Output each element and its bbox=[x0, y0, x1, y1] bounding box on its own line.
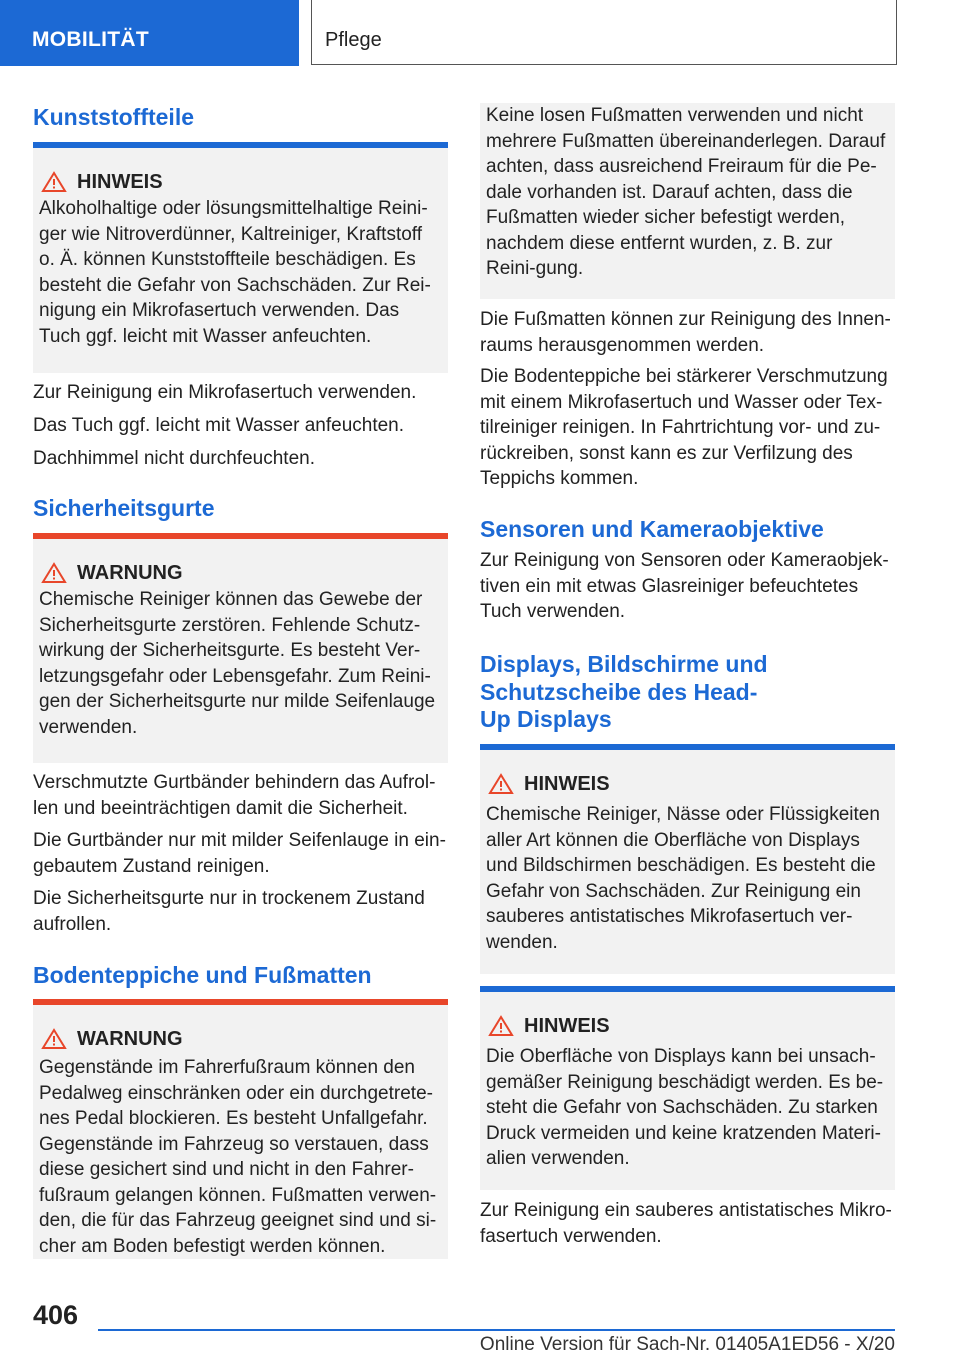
paragraph: Die Bodenteppiche bei stärkerer Verschmutzung mit einem Mikrofasertuch und Wasser oder Tex-tilreiniger reinigen. In Fahrtrichtung vor- und zu-rückreiben, sonst kann es zur Verfilzung des Teppichs kommen. bbox=[480, 366, 888, 489]
paragraph: Die Gurtbänder nur mit milder Seifenlauge in ein-gebautem Zustand reinigen. bbox=[33, 830, 446, 877]
chapter-title: Pflege bbox=[325, 29, 382, 51]
notice-text: Alkoholhaltige oder lösungsmittelhaltige Reini-ger wie Nitroverdünner, Kaltreiniger, Kraftstoff o. Ä. können Kunststoffteile beschädigen. Es besteht die Gefahr von Sachschäden. Zur Rei-nigung ein Mikrofasertuch verwenden. Das Tuch ggf. leicht mit Wasser anfeuchten. bbox=[39, 198, 431, 347]
warning-text: Gegenstände im Fahrerfußraum können den Pedalweg einschränken oder ein durchgetrete-nes Pedal blockieren. Es besteht Unfallgefahr. Gegenstände im Fahrzeug so verstauen, dass diese gesichert sind und nicht in den Fahrer-fußraum gelangen können. Fußmatten verwen-den, die für das Fahrzeug geeignet sind und si-cher am Boden befestigt werden können. bbox=[39, 1057, 437, 1257]
warning-label: WARNUNG bbox=[77, 562, 183, 584]
paragraph: Zur Reinigung ein sauberes antistatisches Mikro-fasertuch verwenden. bbox=[480, 1200, 892, 1247]
notice-title bbox=[41, 170, 163, 194]
footer-divider bbox=[98, 1329, 895, 1331]
notice-title bbox=[488, 772, 610, 796]
notice-box-kunststoff bbox=[33, 142, 448, 373]
warning-title bbox=[41, 1027, 183, 1051]
notice-label: HINWEIS bbox=[77, 171, 163, 193]
heading-bodenteppiche: Bodenteppiche und Fußmatten bbox=[33, 962, 372, 988]
heading-sensoren: Sensoren und Kameraobjektive bbox=[480, 516, 824, 542]
online-version-note: Online Version für Sach-Nr. 01405A1ED56 - X/20 bbox=[479, 1334, 895, 1355]
notice-bar bbox=[480, 744, 895, 750]
paragraph: Das Tuch ggf. leicht mit Wasser anfeuchten. bbox=[33, 415, 405, 436]
warning-triangle-icon bbox=[41, 562, 67, 584]
heading-displays-line: Displays, Bildschirme und bbox=[480, 651, 768, 677]
paragraph: Verschmutzte Gurtbänder behindern das Aufrol-len und beeinträchtigen damit die Sicherheit. bbox=[33, 772, 436, 819]
notice-bar bbox=[33, 142, 448, 148]
warning-text-continued: Keine losen Fußmatten verwenden und nicht mehrere Fußmatten übereinanderlegen. Darauf achten, dass ausreichend Freiraum für die Pe-dale vorhanden ist. Darauf achten, dass die Fußmatten wieder sicher befestigt werden, nachdem diese entfernt wurden, z. B. zur Reini-gung. bbox=[486, 105, 886, 279]
warning-triangle-icon bbox=[41, 171, 67, 193]
page-number: 406 bbox=[33, 1300, 79, 1330]
section-tab bbox=[0, 0, 299, 66]
warning-text: Chemische Reiniger können das Gewebe der Sicherheitsgurte zerstören. Fehlende Schutz-wirkung der Sicherheitsgurte. Es besteht Ver-letzungsgefahr oder Lebensgefahr. Zum Reini-gen der Sicherheitsgurte nur milde Seifenlauge verwenden. bbox=[39, 589, 436, 738]
notice-box-oberflaeche bbox=[480, 986, 895, 1190]
paragraph: Die Sicherheitsgurte nur in trockenem Zustand aufrollen. bbox=[33, 888, 425, 935]
notice-label: HINWEIS bbox=[524, 773, 610, 795]
heading-displays-line: Schutzscheibe des Head- bbox=[480, 678, 758, 705]
paragraph: Dachhimmel nicht durchfeuchten. bbox=[33, 448, 315, 469]
notice-box-displays bbox=[480, 744, 895, 974]
heading-sicherheitsgurte: Sicherheitsgurte bbox=[33, 495, 215, 521]
warning-box-gurte bbox=[33, 533, 448, 763]
chapter-tab bbox=[311, 0, 897, 65]
notice-bar bbox=[480, 986, 895, 992]
paragraph: Zur Reinigung ein Mikrofasertuch verwenden. bbox=[33, 382, 417, 403]
notice-text: Chemische Reiniger, Nässe oder Flüssigkeiten aller Art können die Oberfläche von Displays und Bildschirmen beschädigen. Es besteht die Gefahr von Sachschäden. Zur Reinigung ein sauberes antistatisches Mikrofasertuch ver-wenden. bbox=[486, 804, 880, 953]
notice-label: HINWEIS bbox=[524, 1015, 610, 1037]
warning-box-continued bbox=[480, 103, 895, 299]
section-title: MOBILITÄT bbox=[32, 28, 150, 51]
notice-title bbox=[488, 1014, 610, 1038]
warning-bar bbox=[33, 533, 448, 539]
warning-triangle-icon bbox=[488, 1015, 514, 1037]
heading-kunststoffteile: Kunststoffteile bbox=[33, 104, 194, 130]
warning-triangle-icon bbox=[41, 1028, 67, 1050]
notice-text: Die Oberfläche von Displays kann bei unsach-gemäßer Reinigung beschädigt werden. Es be-steht die Gefahr von Sachschäden. Zu starken Druck vermeiden und keine kratzenden Materi-alien verwenden. bbox=[486, 1046, 884, 1169]
warning-title bbox=[41, 561, 183, 585]
paragraph: Die Fußmatten können zur Reinigung des Innen-raums herausgenommen werden. bbox=[480, 309, 891, 356]
heading-displays-line: Up Displays bbox=[480, 706, 612, 732]
warning-box-fussraum bbox=[33, 999, 448, 1259]
heading-displays bbox=[480, 651, 895, 734]
warning-bar bbox=[33, 999, 448, 1005]
warning-label: WARNUNG bbox=[77, 1028, 183, 1050]
warning-triangle-icon bbox=[488, 773, 514, 795]
paragraph: Zur Reinigung von Sensoren oder Kameraobjek-tiven ein mit etwas Glasreiniger befeuchtetes Tuch verwenden. bbox=[480, 550, 889, 622]
